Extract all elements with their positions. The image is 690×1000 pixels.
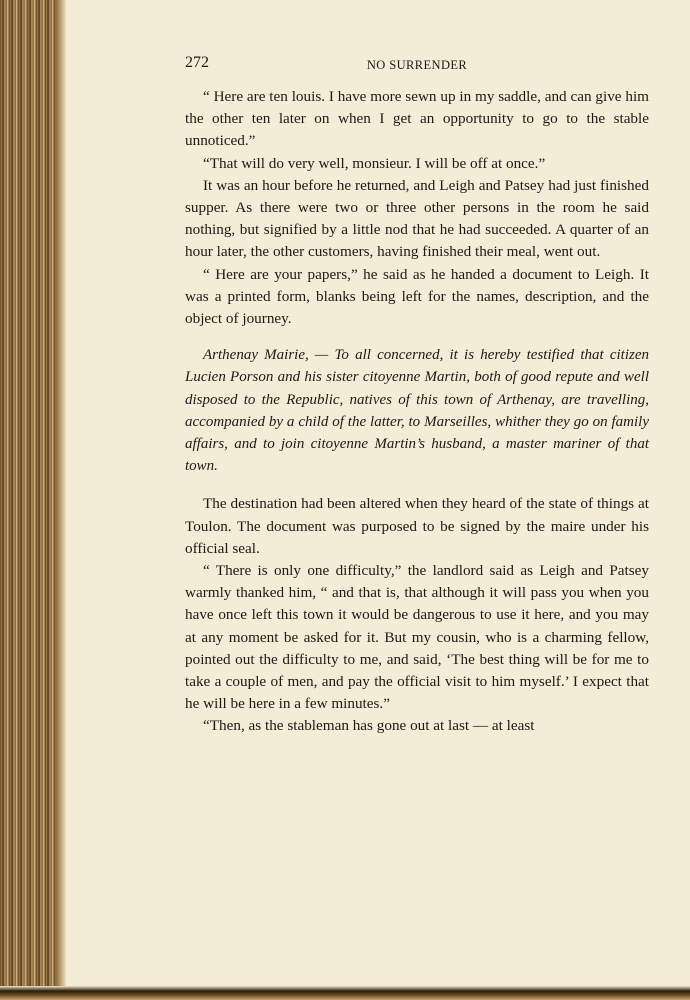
- running-head: NO SURRENDER: [366, 58, 468, 72]
- page-text-block: [185, 52, 649, 738]
- page-bottom-edge: [0, 986, 690, 1000]
- page-number: 272: [185, 54, 209, 71]
- paragraph: “That will do very well, monsieur. I will be off at once.”: [203, 154, 546, 172]
- paragraph: The destination had been altered when they heard of the state of things at Toulon. The document was purposed to be signed by the maire under his official seal.: [185, 495, 649, 557]
- book-spine: [0, 0, 64, 1000]
- paragraph: “ There is only one difficulty,” the landlord said as Leigh and Patsey warmly thanked him, “ and that is, that although it will pass you when you have once left this town it would be dangerous to use it here, and you may at any moment be asked for it. But my cousin, who is a charming fellow, pointed out the difficulty to me, and said, ‘The best thing will be for me to take a couple of men, and pay the official visit to him myself.’ I expect that he will be here in a few minutes.”: [185, 562, 649, 713]
- paragraph: “Then, as the stableman has gone out at last — at least: [203, 717, 535, 735]
- page-gutter: [56, 0, 66, 1000]
- paragraph: “ Here are your papers,” he said as he handed a document to Leigh. It was a printed form, blanks being left for the names, description, and the object of journey.: [185, 265, 649, 328]
- document-quote: Arthenay Mairie, — To all concerned, it is hereby testified that citizen Lucien Porson and his sister citoyenne Martin, both of good repute and well disposed to the Republic, natives of this town of Arthenay, are travelling, accompanied by a child of the latter, to Marseilles, whither they go on family affairs, and to join citoyenne Martin’s husband, a master mariner of that town.: [185, 347, 649, 475]
- paragraph: “ Here are ten louis. I have more sewn up in my saddle, and can give him the other ten later on when I get an opportunity to go to the stable unnoticed.”: [185, 88, 649, 150]
- page-header: [185, 52, 649, 74]
- paragraph: It was an hour before he returned, and Leigh and Patsey had just finished supper. As there were two or three other persons in the room he said nothing, but signified by a little nod that he had succeeded. A quarter of an hour later, the other customers, having finished their meal, went out.: [185, 176, 649, 261]
